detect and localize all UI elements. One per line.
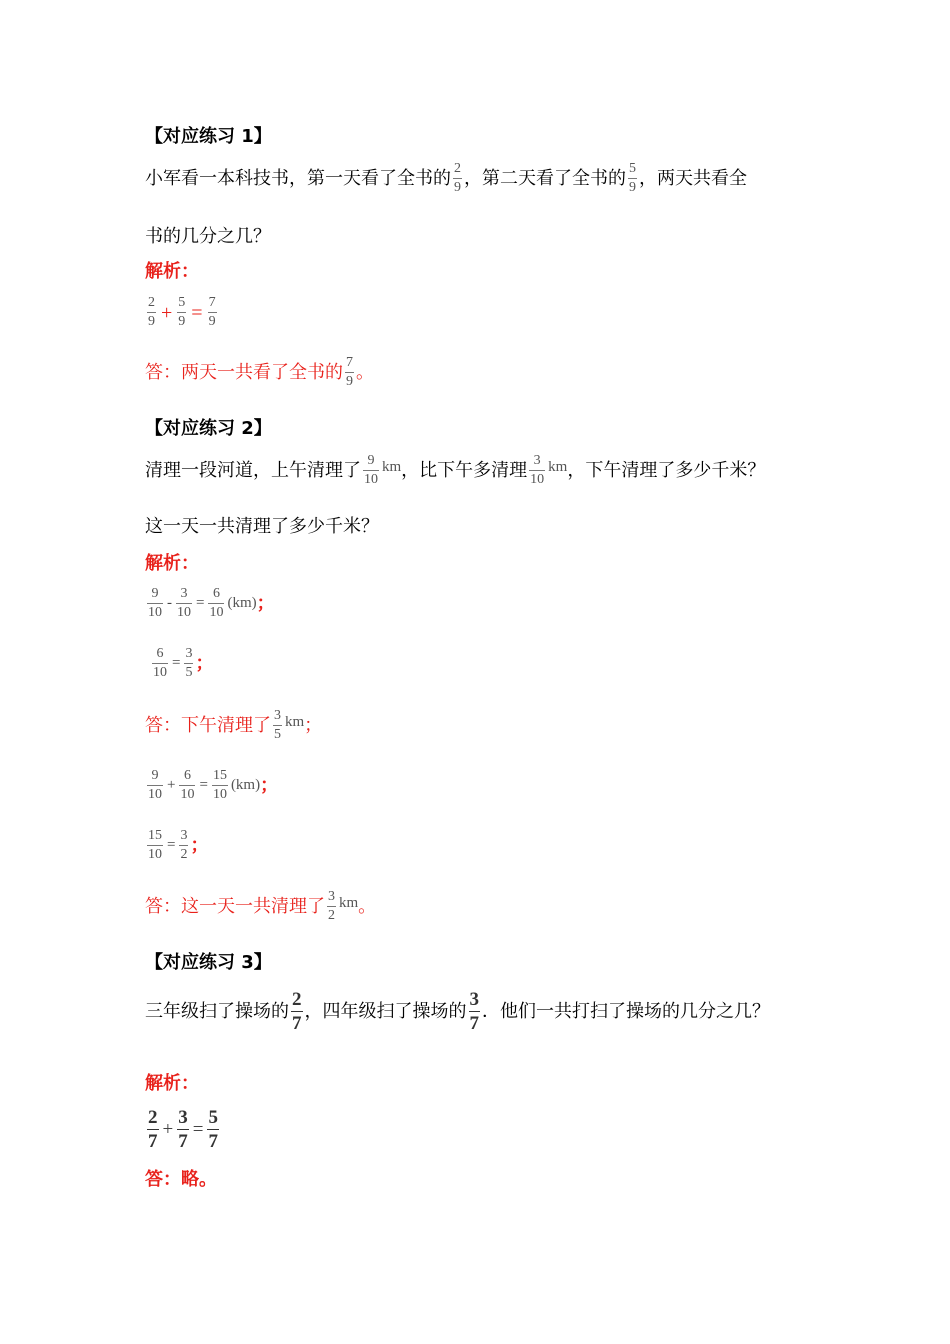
exercise-2-analysis-label: 解析： [145, 553, 199, 574]
exercise-1-question-line-1: 小军看一本科技书，第一天看了全书的 $\frac{2}{9}$ ，第二天看了全书的 $\frac{5}{9}$ ，两天共看全 [145, 161, 747, 195]
fraction: $\frac{3}{2}$ [328, 889, 335, 923]
exercise-3-heading: 【对应练习 3】 [145, 952, 272, 973]
fraction: $\frac{6}{10}$ [209, 586, 224, 620]
fraction: $\frac{3}{7}$ [178, 1107, 188, 1152]
fraction: $\frac{5}{7}$ [208, 1107, 218, 1152]
exercise-1-question-line-2: 书的几分之几？ [145, 226, 271, 247]
exercise-1-analysis-label: 解析： [145, 261, 199, 282]
fraction: $\frac{2}{9}$ [148, 295, 155, 329]
fraction: $\frac{15}{10}$ [212, 768, 227, 802]
exercise-2-question-line-1: 清理一段河道，上午清理了 $\frac{9}{10}$ km ，比下午多清理 $\frac{3}{10}$ km ，下午清理了多少千米？ [145, 453, 766, 487]
fraction: $\frac{3}{2}$ [180, 828, 188, 862]
exercise-2-calc-4: $\frac{15}{10}$ = $\frac{3}{2}$ ； [148, 828, 209, 862]
fraction: $\frac{5}{9}$ [629, 161, 636, 195]
exercise-3-answer: 答：略。 [145, 1169, 217, 1190]
exercise-1-heading: 【对应练习 1】 [145, 126, 272, 147]
fraction: $\frac{7}{9}$ [208, 295, 216, 329]
fraction: $\frac{3}{10}$ [530, 453, 545, 487]
fraction: $\frac{6}{10}$ [153, 646, 167, 680]
exercise-2-answer-1: 答：下午清理了 $\frac{3}{5}$ km ； [145, 708, 323, 742]
fraction: $\frac{3}{5}$ [274, 708, 281, 742]
exercise-1-calculation: $\frac{2}{9}$ + $\frac{5}{9}$ = $\frac{7}{9}$ [148, 295, 216, 329]
fraction: $\frac{15}{10}$ [148, 828, 162, 862]
fraction: $\frac{3}{5}$ [185, 646, 193, 680]
exercise-2-calc-1: $\frac{9}{10}$ - $\frac{3}{10}$ = $\frac{6}{10}$ (km) ； [148, 586, 275, 620]
fraction: $\frac{3}{7}$ [469, 989, 479, 1034]
exercise-3-calculation: $\frac{2}{7}$ + $\frac{3}{7}$ = $\frac{5}{7}$ [148, 1107, 218, 1152]
fraction: $\frac{9}{10}$ [364, 453, 378, 487]
fraction: $\frac{9}{10}$ [148, 768, 162, 802]
fraction: $\frac{5}{9}$ [178, 295, 186, 329]
fraction: $\frac{7}{9}$ [346, 355, 353, 389]
exercise-2-calc-3: $\frac{9}{10}$ + $\frac{6}{10}$ = $\frac{15}{10}$ (km) ； [148, 768, 279, 802]
exercise-2-answer-2: 答：这一天一共清理了 $\frac{3}{2}$ km 。 [145, 889, 377, 923]
fraction: $\frac{6}{10}$ [180, 768, 195, 802]
exercise-2-calc-2: $\frac{6}{10}$ = $\frac{3}{5}$ ； [153, 646, 214, 680]
fraction: $\frac{3}{10}$ [177, 586, 191, 620]
fraction: $\frac{9}{10}$ [148, 586, 162, 620]
exercise-3-question: 三年级扫了操场的 $\frac{2}{7}$ ，四年级扫了操场的 $\frac{3}{7}$ ．他们一共打扫了操场的几分之几？ [145, 989, 770, 1034]
fraction: $\frac{2}{9}$ [454, 161, 461, 195]
exercise-2-heading: 【对应练习 2】 [145, 418, 272, 439]
exercise-3-analysis-label: 解析： [145, 1073, 199, 1094]
fraction: $\frac{2}{7}$ [292, 989, 302, 1034]
exercise-1-answer: 答：两天一共看了全书的 $\frac{7}{9}$ 。 [145, 355, 374, 389]
fraction: $\frac{2}{7}$ [148, 1107, 158, 1152]
exercise-2-question-line-2: 这一天一共清理了多少千米？ [145, 516, 379, 537]
